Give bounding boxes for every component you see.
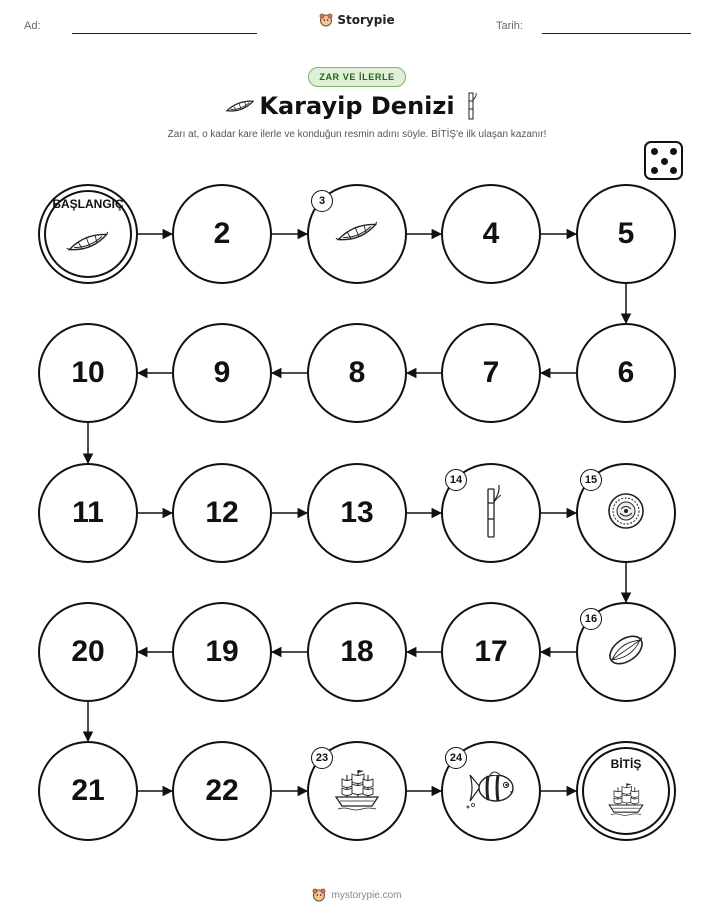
name-line bbox=[72, 33, 257, 34]
board-cell-16 bbox=[576, 602, 676, 702]
cell-number: 4 bbox=[482, 217, 500, 250]
cell-number: 12 bbox=[205, 496, 239, 529]
sailing-ship-icon bbox=[332, 767, 382, 815]
cell-number: 20 bbox=[71, 635, 105, 668]
board-cell-13 bbox=[307, 463, 407, 563]
cocoa-pod-icon bbox=[605, 630, 647, 674]
board-cell-7 bbox=[441, 323, 541, 423]
board-cell-20 bbox=[38, 602, 138, 702]
board-cell-10 bbox=[38, 323, 138, 423]
page-title: Karayip Denizi bbox=[259, 92, 455, 120]
board-cell-21 bbox=[38, 741, 138, 841]
board-cell-9 bbox=[172, 323, 272, 423]
cell-number: 17 bbox=[474, 635, 508, 668]
start-cell bbox=[38, 184, 138, 284]
board-cell-8 bbox=[307, 323, 407, 423]
name-label: Ad: bbox=[24, 20, 41, 32]
brand-name: Storypie bbox=[337, 13, 395, 27]
board-cell-14 bbox=[441, 463, 541, 563]
brand bbox=[0, 13, 714, 27]
cell-number: 22 bbox=[205, 774, 239, 807]
rowboat-icon bbox=[334, 217, 380, 251]
board-cell-17 bbox=[441, 602, 541, 702]
board-cell-5 bbox=[576, 184, 676, 284]
tropical-fish-icon bbox=[464, 769, 518, 813]
start-label: BAŞLANGIÇ bbox=[52, 197, 124, 211]
board-cell-6 bbox=[576, 323, 676, 423]
footer-url: mystorypie.com bbox=[331, 889, 402, 901]
cell-number: 6 bbox=[617, 356, 635, 389]
gold-coin-icon bbox=[606, 491, 646, 535]
storypie-logo-icon bbox=[319, 13, 333, 27]
board-cell-15 bbox=[576, 463, 676, 563]
cell-number: 5 bbox=[617, 217, 635, 250]
storypie-logo-icon bbox=[312, 888, 326, 902]
date-label: Tarih: bbox=[496, 20, 523, 32]
cell-number-badge: 24 bbox=[445, 747, 467, 769]
board-cell-3 bbox=[307, 184, 407, 284]
board-cell-4 bbox=[441, 184, 541, 284]
cell-number: 21 bbox=[71, 774, 105, 807]
board-cell-2 bbox=[172, 184, 272, 284]
cell-number-badge: 3 bbox=[311, 190, 333, 212]
cell-number-badge: 15 bbox=[580, 469, 602, 491]
cell-number: 18 bbox=[340, 635, 374, 668]
board-cell-12 bbox=[172, 463, 272, 563]
finish-cell bbox=[576, 741, 676, 841]
board-cell-24 bbox=[441, 741, 541, 841]
sugarcane-icon bbox=[480, 483, 502, 543]
board-cell-18 bbox=[307, 602, 407, 702]
dice-five-icon bbox=[644, 141, 683, 180]
cell-number: 11 bbox=[72, 496, 104, 529]
cell-number-badge: 14 bbox=[445, 469, 467, 491]
board-cell-22 bbox=[172, 741, 272, 841]
cell-number: 19 bbox=[205, 635, 239, 668]
footer bbox=[0, 888, 714, 902]
game-type-badge: ZAR VE İLERLE bbox=[308, 67, 406, 87]
finish-label: BİTİŞ bbox=[610, 757, 642, 771]
rowboat-icon bbox=[65, 227, 111, 261]
cell-number: 10 bbox=[71, 356, 105, 389]
board-cell-11 bbox=[38, 463, 138, 563]
sugarcane-icon bbox=[464, 91, 478, 121]
cell-number: 13 bbox=[340, 496, 374, 529]
board-cell-19 bbox=[172, 602, 272, 702]
sailing-ship-icon bbox=[606, 781, 646, 820]
instructions: Zarı at, o kadar kare ilerle ve konduğun resmin adını söyle. BİTİŞ'e ilk ulaşan kazanır! bbox=[167, 129, 547, 140]
date-line bbox=[542, 33, 691, 34]
cell-number-badge: 23 bbox=[311, 747, 333, 769]
cell-number: 2 bbox=[213, 217, 231, 250]
cell-number: 8 bbox=[348, 356, 366, 389]
cell-number: 9 bbox=[213, 356, 231, 389]
board-cell-23 bbox=[307, 741, 407, 841]
cell-number-badge: 16 bbox=[580, 608, 602, 630]
cell-number: 7 bbox=[482, 356, 500, 389]
